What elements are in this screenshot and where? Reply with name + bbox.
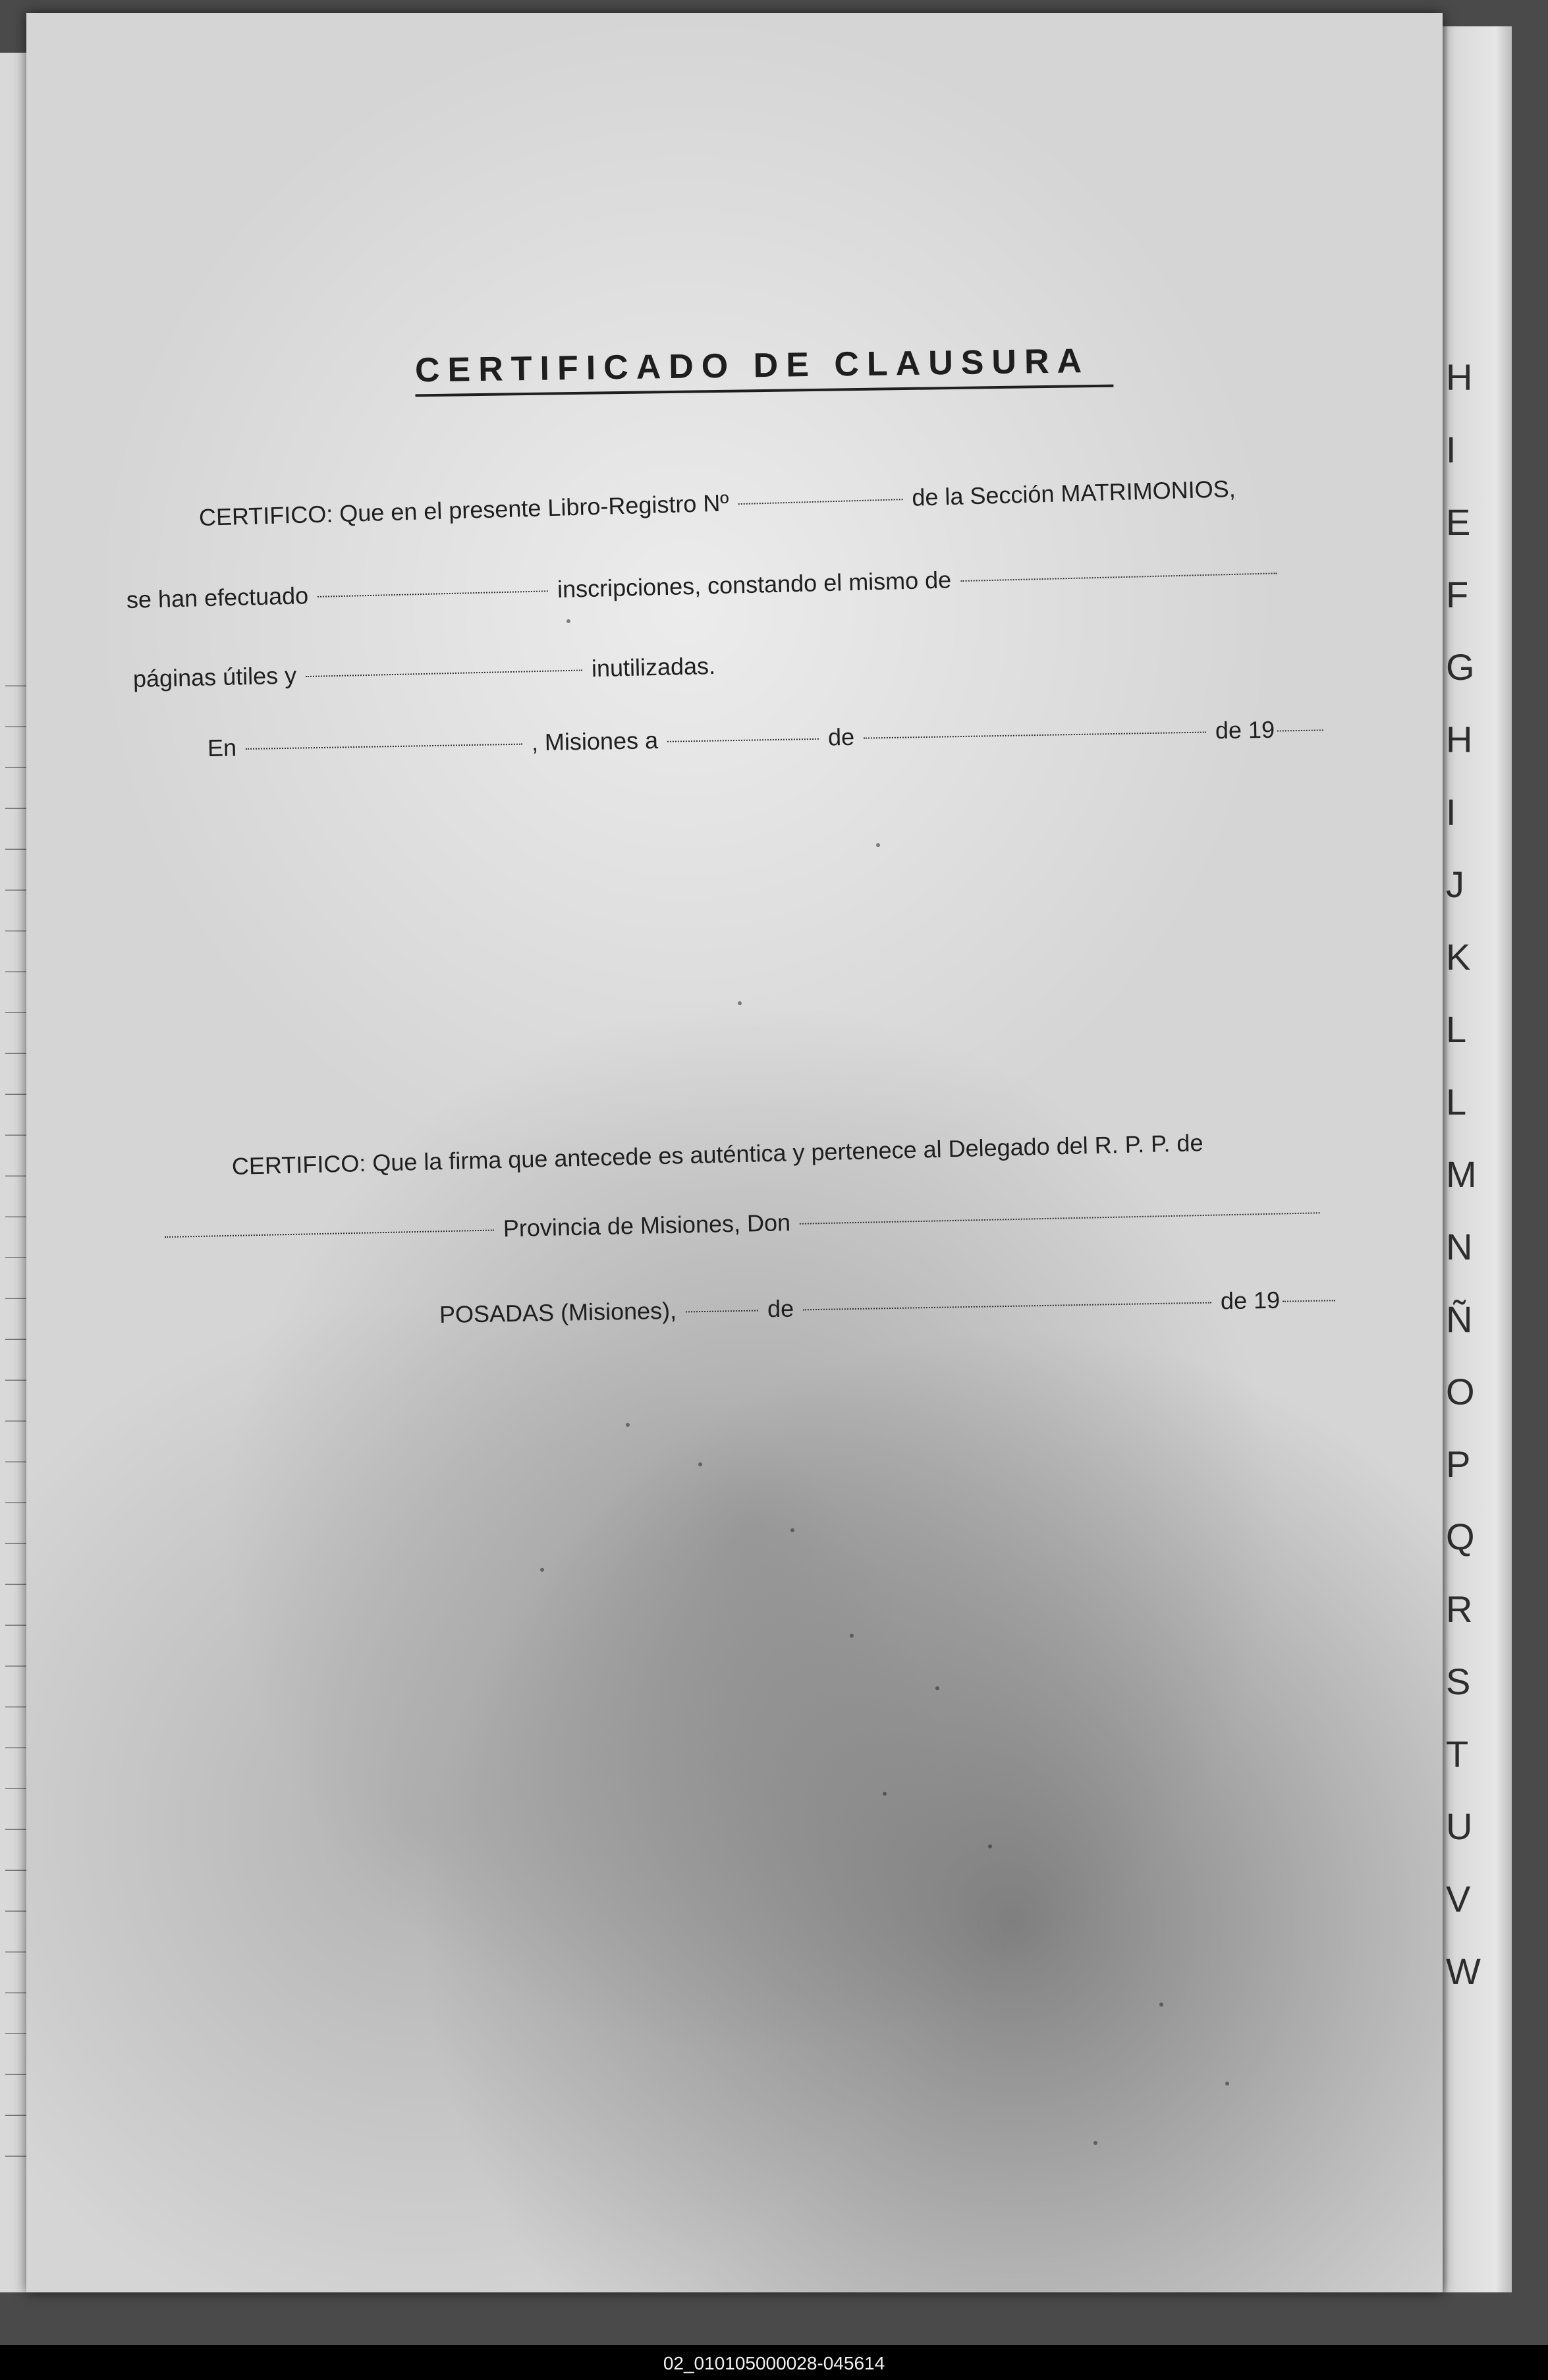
block1-line4 bbox=[207, 715, 1333, 762]
stain-speck bbox=[1159, 2003, 1163, 2006]
stain-speck bbox=[738, 1001, 742, 1005]
index-tab-letter: O bbox=[1446, 1371, 1475, 1412]
stain-speck bbox=[876, 843, 880, 847]
block1-line4-text-c: de bbox=[827, 723, 855, 751]
stain-speck bbox=[935, 1686, 939, 1690]
block2-line3-text-b: de bbox=[767, 1294, 794, 1323]
index-tab-letter: H bbox=[1446, 356, 1473, 398]
index-tab-letter: M bbox=[1446, 1153, 1477, 1195]
index-tab-letter: H bbox=[1446, 719, 1473, 760]
block1-line1-text-b: de la Sección MATRIMONIOS, bbox=[911, 475, 1236, 511]
delegado-lugar-blank bbox=[165, 1230, 494, 1238]
index-tab-letter: I bbox=[1446, 429, 1456, 470]
index-tab-letter: N bbox=[1446, 1226, 1473, 1267]
paginas-utiles-blank bbox=[306, 670, 582, 678]
block2-line2-text-a: Provincia de Misiones, Don bbox=[503, 1209, 791, 1242]
stain-speck bbox=[698, 1462, 702, 1466]
block2-line3 bbox=[439, 1285, 1345, 1329]
block1-line4-text-d: de 19 bbox=[1215, 715, 1275, 744]
index-tab-letter: I bbox=[1446, 791, 1456, 833]
image-id-caption: 02_010105000028-045614 bbox=[663, 2353, 885, 2373]
index-tab-letter: E bbox=[1446, 501, 1471, 543]
block1-line2-text-b: inscripciones, constando el mismo de bbox=[557, 566, 952, 603]
mes-blank bbox=[864, 732, 1206, 739]
stain-speck bbox=[1093, 2141, 1097, 2145]
index-tab-letter: K bbox=[1446, 936, 1471, 978]
index-tab-letter: U bbox=[1446, 1806, 1473, 1847]
index-tab-letter: F bbox=[1446, 574, 1469, 615]
index-tab-letter: G bbox=[1446, 646, 1475, 688]
anio-blank bbox=[1277, 730, 1323, 732]
block1-line3 bbox=[133, 652, 716, 693]
registro-number-blank bbox=[738, 499, 903, 505]
index-tab-letter: L bbox=[1446, 1081, 1467, 1122]
block2-line2 bbox=[165, 1198, 1330, 1250]
block1-line4-text-a: En bbox=[207, 734, 237, 761]
index-tab-letter: T bbox=[1446, 1733, 1469, 1775]
paginas-blank bbox=[960, 573, 1277, 582]
index-tab-letter: Ñ bbox=[1446, 1298, 1473, 1340]
document-title: CERTIFICADO DE CLAUSURA bbox=[415, 341, 1114, 397]
index-tab-letter: W bbox=[1446, 1951, 1481, 1992]
block2-line1: CERTIFICO: Que la firma que antecede es auténtica y pertenece al Delegado del R. P. P. de bbox=[231, 1128, 1203, 1180]
posadas-mes-blank bbox=[803, 1302, 1211, 1311]
dia-blank bbox=[667, 738, 819, 742]
block1-line3-text-a: páginas útiles y bbox=[132, 661, 297, 692]
stain-speck bbox=[1225, 2082, 1229, 2086]
posadas-anio-blank bbox=[1283, 1300, 1335, 1302]
stain-speck bbox=[883, 1792, 887, 1796]
posadas-dia-blank bbox=[686, 1310, 758, 1313]
index-tab-letter: L bbox=[1446, 1009, 1467, 1050]
index-tab-letter: J bbox=[1446, 864, 1464, 905]
stain-speck bbox=[850, 1634, 854, 1638]
stain-speck bbox=[988, 1844, 992, 1848]
block1-line3-text-b: inutilizadas. bbox=[591, 651, 716, 682]
certificate-page bbox=[26, 13, 1443, 2292]
index-tab-letter: P bbox=[1446, 1443, 1471, 1485]
lugar-blank bbox=[246, 744, 522, 750]
stain-speck bbox=[540, 1568, 544, 1572]
stain-speck bbox=[790, 1528, 794, 1532]
block2-line3-text-a: POSADAS (Misiones), bbox=[439, 1296, 677, 1328]
stain-speck bbox=[567, 619, 570, 623]
block1-line1-text-a: CERTIFICO: Que en el presente Libro-Registro Nº bbox=[198, 489, 730, 531]
block1-line1 bbox=[198, 475, 1236, 532]
index-tab-letter: S bbox=[1446, 1661, 1471, 1702]
block2-line3-text-c: de 19 bbox=[1220, 1286, 1281, 1315]
stain-speck bbox=[626, 1423, 630, 1427]
delegado-nombre-blank bbox=[800, 1213, 1320, 1225]
index-tab-letter: Q bbox=[1446, 1516, 1475, 1557]
block1-line4-text-b: , Misiones a bbox=[531, 727, 659, 756]
block1-line2-text-a: se han efectuado bbox=[126, 582, 309, 613]
index-tab-letter: R bbox=[1446, 1588, 1473, 1630]
inscripciones-blank bbox=[318, 591, 548, 598]
index-tab-letter: V bbox=[1446, 1878, 1471, 1920]
block1-line2 bbox=[126, 558, 1286, 614]
